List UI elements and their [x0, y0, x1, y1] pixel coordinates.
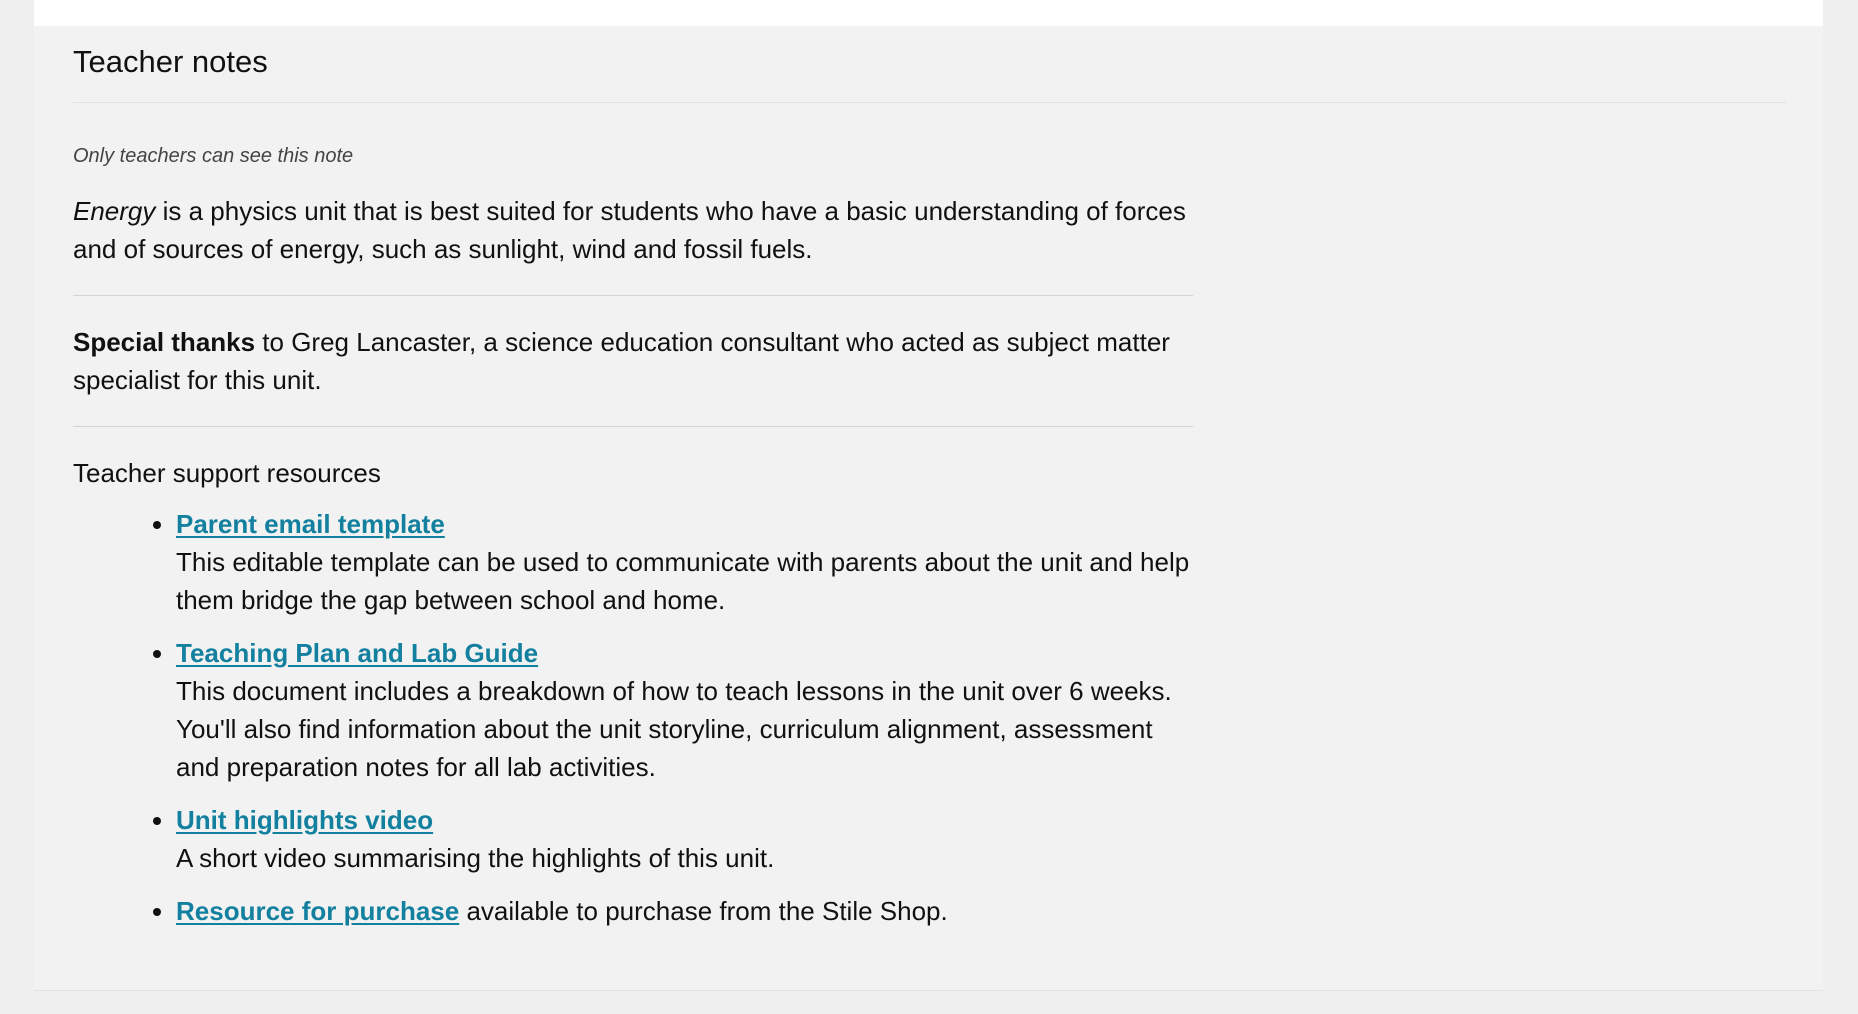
intro-text: is a physics unit that is best suited for students who have a basic understanding of forces and of sources of energy, such as sunlight, wind and fossil fuels. — [73, 196, 1186, 264]
list-item — [176, 634, 1193, 786]
panel-title: Teacher notes — [73, 44, 268, 79]
notes-content — [73, 142, 1193, 945]
unit-name: Energy — [73, 196, 156, 226]
resource-description: A short video summarising the highlights of this unit. — [176, 843, 775, 873]
list-item — [176, 801, 1193, 877]
resource-description: This editable template can be used to communicate with parents about the unit and help them bridge the gap between school and home. — [176, 547, 1190, 615]
special-thanks-text: to Greg Lancaster, a science education consultant who acted as subject matter specialist for this unit. — [73, 327, 1170, 395]
unit-highlights-video-link[interactable]: Unit highlights video — [176, 805, 434, 835]
resource-list — [73, 505, 1193, 930]
special-thanks-label: Special thanks — [73, 327, 256, 357]
resource-purchase-text: available to purchase from the Stile Shop. — [459, 896, 948, 926]
visibility-note: Only teachers can see this note — [73, 145, 354, 167]
intro-paragraph — [73, 192, 1193, 268]
teaching-plan-link[interactable]: Teaching Plan and Lab Guide — [176, 638, 539, 668]
parent-email-template-link[interactable]: Parent email template — [176, 509, 445, 539]
list-item — [176, 892, 1193, 930]
teacher-notes-panel — [34, 26, 1823, 991]
resource-for-purchase-link[interactable]: Resource for purchase — [176, 896, 460, 926]
section-divider — [73, 295, 1193, 296]
resource-description: This document includes a breakdown of how to teach lessons in the unit over 6 weeks. You'll also find information about the unit storyline, curriculum alignment, assessment and preparation notes for all lab activities. — [176, 676, 1172, 782]
title-divider — [73, 102, 1786, 103]
special-thanks-paragraph — [73, 323, 1193, 399]
section-divider — [73, 426, 1193, 427]
list-item — [176, 505, 1193, 619]
resources-heading: Teacher support resources — [73, 458, 381, 488]
top-white-strip — [34, 0, 1823, 26]
